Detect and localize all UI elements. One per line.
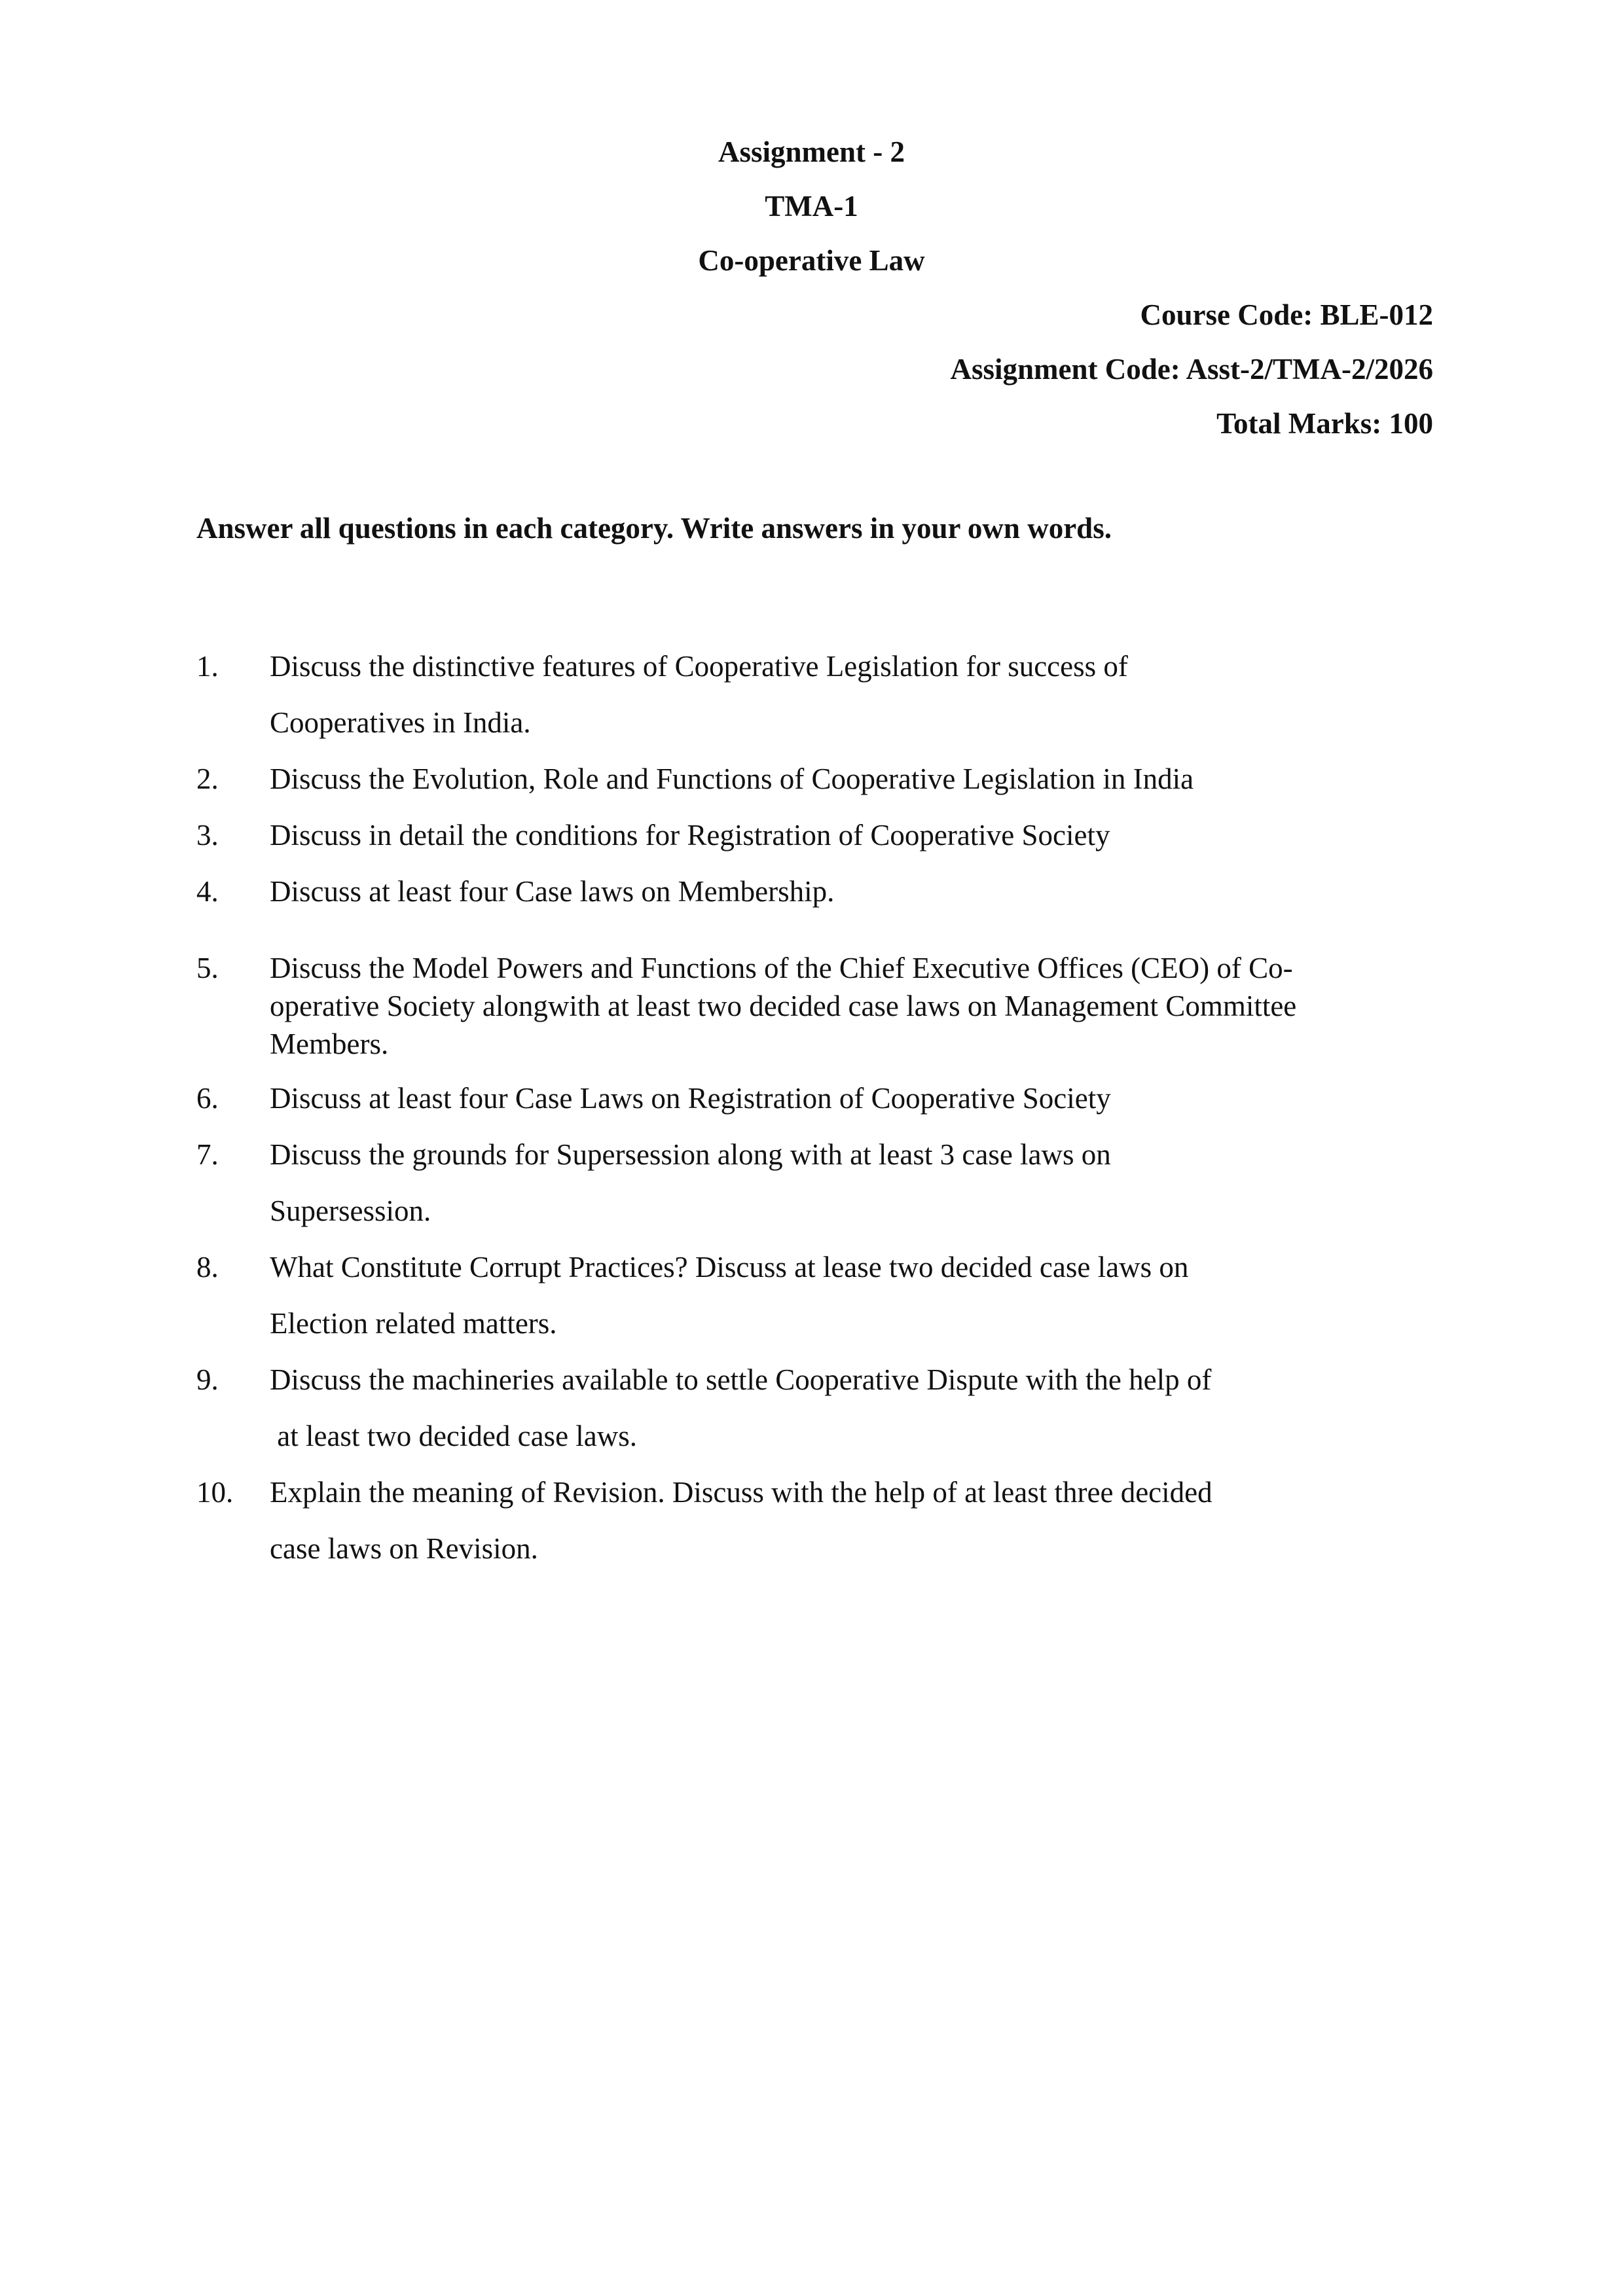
course-code: Course Code: BLE-012 [1140,298,1433,331]
question-number: 7. [196,1138,219,1171]
question-number: 5. [196,952,219,984]
tma-label: TMA-1 [765,190,858,223]
question-number: 6. [196,1082,219,1115]
question-number: 10. [196,1476,234,1509]
question-number: 9. [196,1363,219,1396]
assignment-code: Assignment Code: Asst-2/TMA-2/2026 [950,353,1433,386]
question-number: 8. [196,1251,219,1283]
question-text: Discuss the Evolution, Role and Functions of Cooperative Legislation in India [270,762,1194,795]
question-text: Discuss at least four Case laws on Membership. [270,875,835,908]
question-text: Discuss the distinctive features of Cooperative Legislation for success of Cooperatives in India. [270,650,1128,739]
question-text: Discuss the grounds for Supersession along with at least 3 case laws on Supersession. [270,1138,1111,1227]
question-text: Discuss the machineries available to settle Cooperative Dispute with the help of at least two decided case laws. [270,1363,1212,1452]
question-text: Explain the meaning of Revision. Discuss with the help of at least three decided case laws on Revision. [270,1476,1213,1565]
question-number: 4. [196,875,219,908]
question-text: Discuss at least four Case Laws on Registration of Cooperative Society [270,1082,1111,1115]
instruction-text: Answer all questions in each category. Write answers in your own words. [196,512,1112,545]
question-number: 2. [196,762,219,795]
question-number: 1. [196,650,219,683]
question-number: 3. [196,819,219,852]
question-text: What Constitute Corrupt Practices? Discuss at lease two decided case laws on Election related matters. [270,1251,1189,1340]
subject-title: Co-operative Law [698,244,925,277]
question-text: Discuss in detail the conditions for Registration of Cooperative Society [270,819,1110,852]
question-text: Discuss the Model Powers and Functions of the Chief Executive Offices (CEO) of Co- operative Society alongwith at least two decided case laws on Management Committee Members. [270,952,1297,1060]
assignment-title: Assignment - 2 [718,135,905,168]
total-marks: Total Marks: 100 [1216,407,1433,440]
